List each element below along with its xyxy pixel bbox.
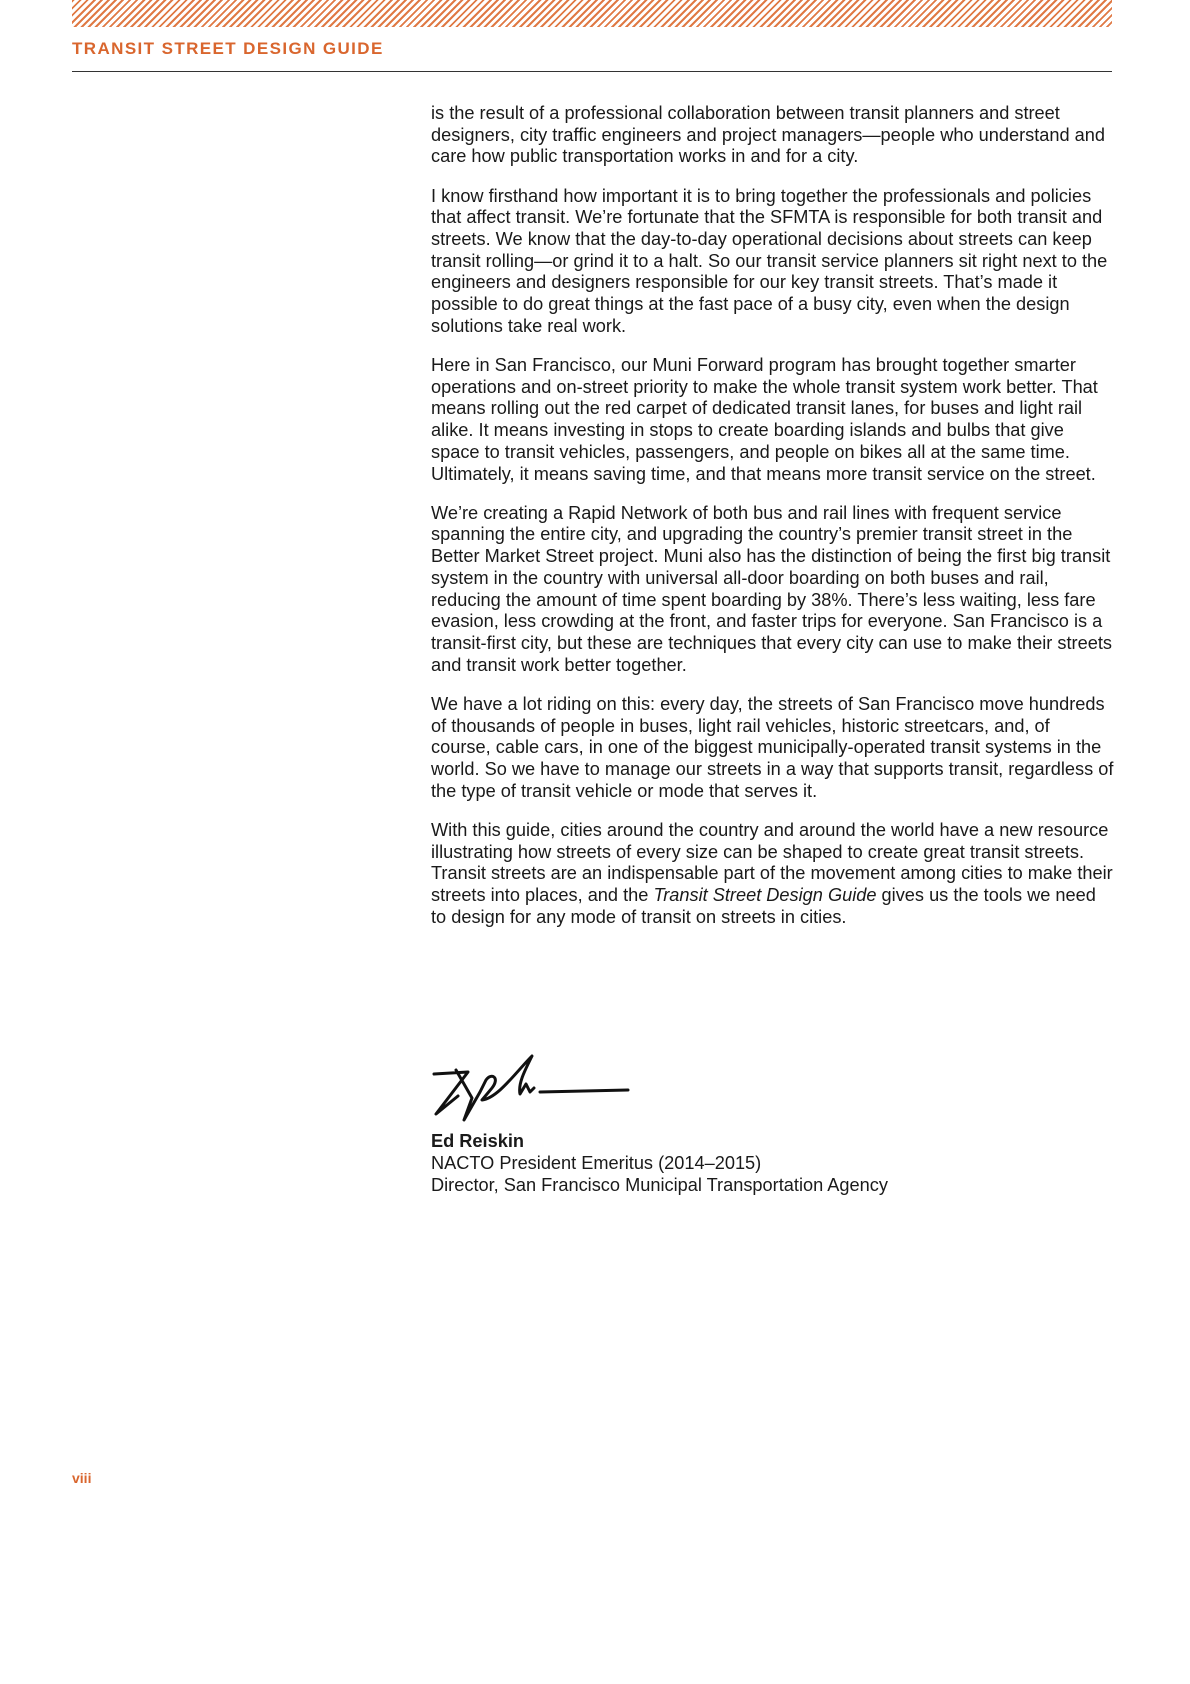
signature-image [428,1052,653,1130]
foreword-body [431,103,1114,946]
paragraph-4: We’re creating a Rapid Network of both bus and rail lines with frequent service spanning the entire city, and upgrading the country’s premier transit street in the Better Market Street project. Muni also has the distinction of being the first big transit system in the country with universal all-door boarding on both buses and rail, reducing the amount of time spent boarding by 38%. There’s less waiting, less fare evasion, less crowding at the front, and faster trips for everyone. San Francisco is a transit-first city, but these are techniques that every city can use to make their streets and transit work better together. [431,502,1112,675]
paragraph-1: is the result of a professional collaboration between transit planners and street designers, city traffic engineers and project managers—people who understand and care how public transportation works in and for a city. [431,103,1106,167]
paragraph-5: We have a lot riding on this: every day, the streets of San Francisco move hundreds of thousands of people in buses, light rail vehicles, historic streetcars, and, of course, cable cars, in one of the biggest municipally-operated transit systems in the world. So we have to manage our streets in a way that supports transit, regardless of the type of transit vehicle or mode that serves it. [431,693,1114,801]
signatory-role: NACTO President Emeritus (2014–2015) [431,1153,762,1173]
page-number: viii [72,1470,92,1486]
header-rule [72,71,1112,72]
paragraph-6-text-after: gives us the tools we need to design for any mode of transit on streets in cities. [431,885,1096,927]
running-head: TRANSIT STREET DESIGN GUIDE [72,39,384,58]
paragraph-6-text-before: With this guide, cities around the country and around the world have a new resource illustrating how streets of every size can be shaped to create great transit streets. Transit streets are an indispensable part of the movement among cities to make their streets into places, and the [431,819,1113,905]
paragraph-2: I know firsthand how important it is to bring together the professionals and policies that affect transit. We’re fortunate that the SFMTA is responsible for both transit and streets. We know that the day-to-day operational decisions about streets can keep transit rolling—or grind it to a halt. So our transit service planners sit right next to the engineers and designers responsible for our key transit streets. That’s made it possible to do great things at the fast pace of a busy city, even when the design solutions take real work. [431,185,1108,336]
paragraph-3: Here in San Francisco, our Muni Forward program has brought together smarter operations and on-street priority to make the whole transit system work better. That means rolling out the red carpet of dedicated transit lanes, for buses and light rail alike. It means investing in stops to create boarding islands and bulbs that give space to transit vehicles, passengers, and people on bikes all at the same time. Ultimately, it means saving time, and that means more transit service on the street. [431,355,1098,484]
signature-block [431,1130,888,1196]
signatory-name: Ed Reiskin [431,1131,524,1151]
guide-title: Transit Street Design Guide [653,885,877,905]
signatory-position: Director, San Francisco Municipal Transportation Agency [431,1175,888,1195]
header-hatch-bar [72,0,1112,27]
paragraph-6 [431,820,1114,929]
